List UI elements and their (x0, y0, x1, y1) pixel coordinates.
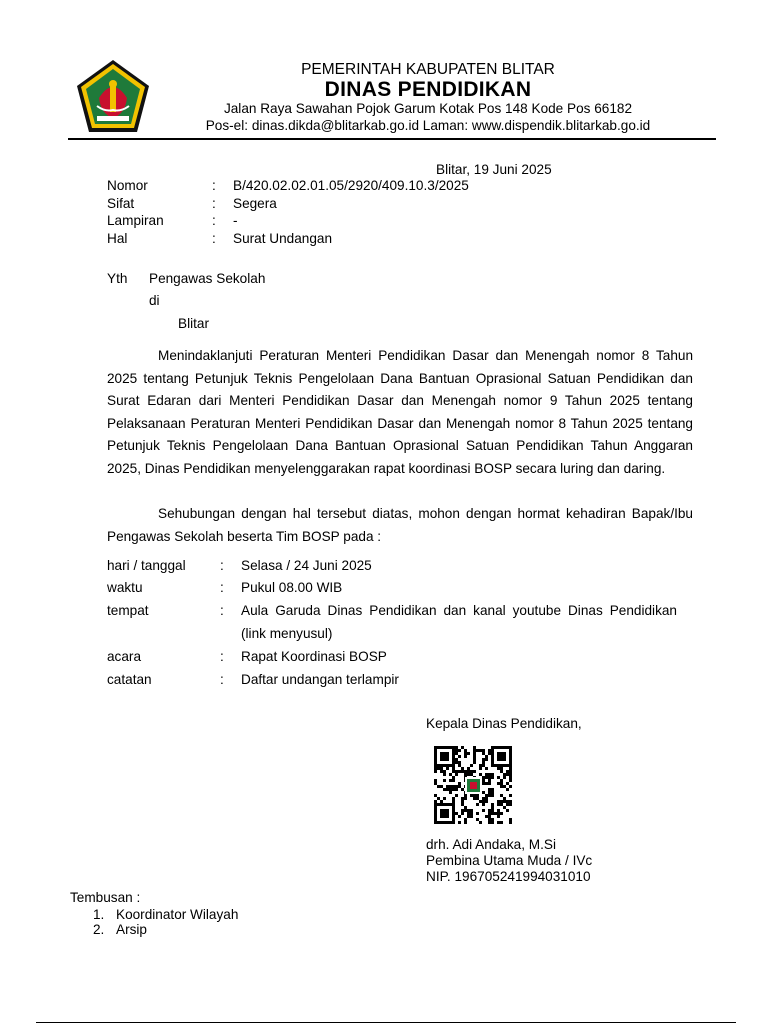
signature-rank: Pembina Utama Muda / IVc (426, 853, 593, 868)
body-paragraph-2 (107, 503, 693, 548)
detail-row-note (107, 669, 677, 691)
meta-separator: : (212, 196, 216, 211)
detail-label: catatan (107, 672, 152, 687)
detail-value: Rapat Koordinasi BOSP (241, 649, 387, 664)
letter-date: Blitar, 19 Juni 2025 (436, 162, 552, 177)
signature-qr-code-icon (428, 745, 518, 825)
detail-separator: : (220, 558, 224, 573)
recipient-di: di (149, 293, 160, 308)
detail-label: tempat (107, 603, 149, 618)
tembusan-item: Koordinator Wilayah (116, 907, 239, 922)
tembusan-item-number: 1. (93, 907, 105, 922)
detail-row-agenda (107, 646, 677, 668)
paragraph-text: Sehubungan dengan hal tersebut diatas, mohon dengan hormat kehadiran Bapak/Ibu Pengawas Sekolah beserta Tim BOSP pada : (107, 506, 693, 544)
detail-separator: : (220, 672, 224, 687)
meta-label: Lampiran (107, 213, 164, 228)
meta-separator: : (212, 178, 216, 193)
body-paragraph-1 (107, 345, 693, 480)
meta-value: - (233, 213, 238, 228)
letterhead-government: PEMERINTAH KABUPATEN BLITAR (301, 61, 555, 78)
detail-value: Selasa / 24 Juni 2025 (241, 558, 372, 573)
detail-row-time (107, 577, 677, 599)
meta-label: Nomor (107, 178, 148, 193)
tembusan-item: Arsip (116, 922, 147, 937)
detail-separator: : (220, 649, 224, 664)
detail-value: Daftar undangan terlampir (241, 672, 399, 687)
detail-separator: : (220, 580, 224, 595)
meta-separator: : (212, 231, 216, 246)
tembusan-item-number: 2. (93, 922, 105, 937)
meta-value: Segera (233, 196, 277, 211)
detail-value: Pukul 08.00 WIB (241, 580, 343, 595)
meta-separator: : (212, 213, 216, 228)
tembusan-title: Tembusan : (70, 890, 141, 905)
meta-label: Hal (107, 231, 128, 246)
signature-position: Kepala Dinas Pendidikan, (426, 716, 582, 731)
letterhead-contact: Pos-el: dinas.dikda@blitarkab.go.id Laman: www.dispendik.blitarkab.go.id (205, 118, 651, 133)
detail-label: acara (107, 649, 142, 664)
detail-row-date (107, 555, 677, 577)
detail-label: hari / tanggal (107, 558, 186, 573)
paragraph-text: Menindaklanjuti Peraturan Menteri Pendidikan Dasar dan Menengah nomor 8 Tahun 2025 tentang Petunjuk Teknis Pengelolaan Dana Bantuan Oprasional Satuan Pendidikan dan Surat Edaran dari Menteri Pendidikan Dasar dan Menengah nomor 9 Tahun 2025 tentang Pelaksanaan Peraturan Menteri Pendidikan Dasar dan Menengah nomor 8 Tahun 2025 tentang Petunjuk Teknis Pengelolaan Dana Bantuan Oprasional Satuan Pendidikan Tahun Anggaran 2025, Dinas Pendidikan menyelenggarakan rapat koordinasi BOSP secara luring dan daring. (107, 348, 693, 476)
detail-separator: : (220, 603, 224, 618)
detail-label: waktu (107, 580, 143, 595)
recipient-yth: Yth (107, 271, 128, 286)
meta-value: B/420.02.02.01.05/2920/409.10.3/2025 (233, 178, 469, 193)
letterhead-address: Jalan Raya Sawahan Pojok Garum Kotak Pos 148 Kode Pos 66182 (223, 101, 633, 116)
signature-name: drh. Adi Andaka, M.Si (426, 837, 556, 852)
regency-emblem-logo (75, 58, 151, 134)
signature-nip: NIP. 196705241994031010 (426, 869, 591, 884)
detail-value: Aula Garuda Dinas Pendidikan dan kanal youtube Dinas Pendidikan (link menyusul) (241, 603, 677, 641)
footer-divider (36, 1022, 736, 1023)
meta-value: Surat Undangan (233, 231, 333, 246)
recipient-name: Pengawas Sekolah (149, 271, 266, 286)
detail-row-place (107, 600, 677, 645)
recipient-place: Blitar (178, 316, 209, 331)
letterhead-agency: DINAS PENDIDIKAN (324, 78, 532, 101)
letterhead-divider (68, 138, 716, 140)
meta-label: Sifat (107, 196, 135, 211)
